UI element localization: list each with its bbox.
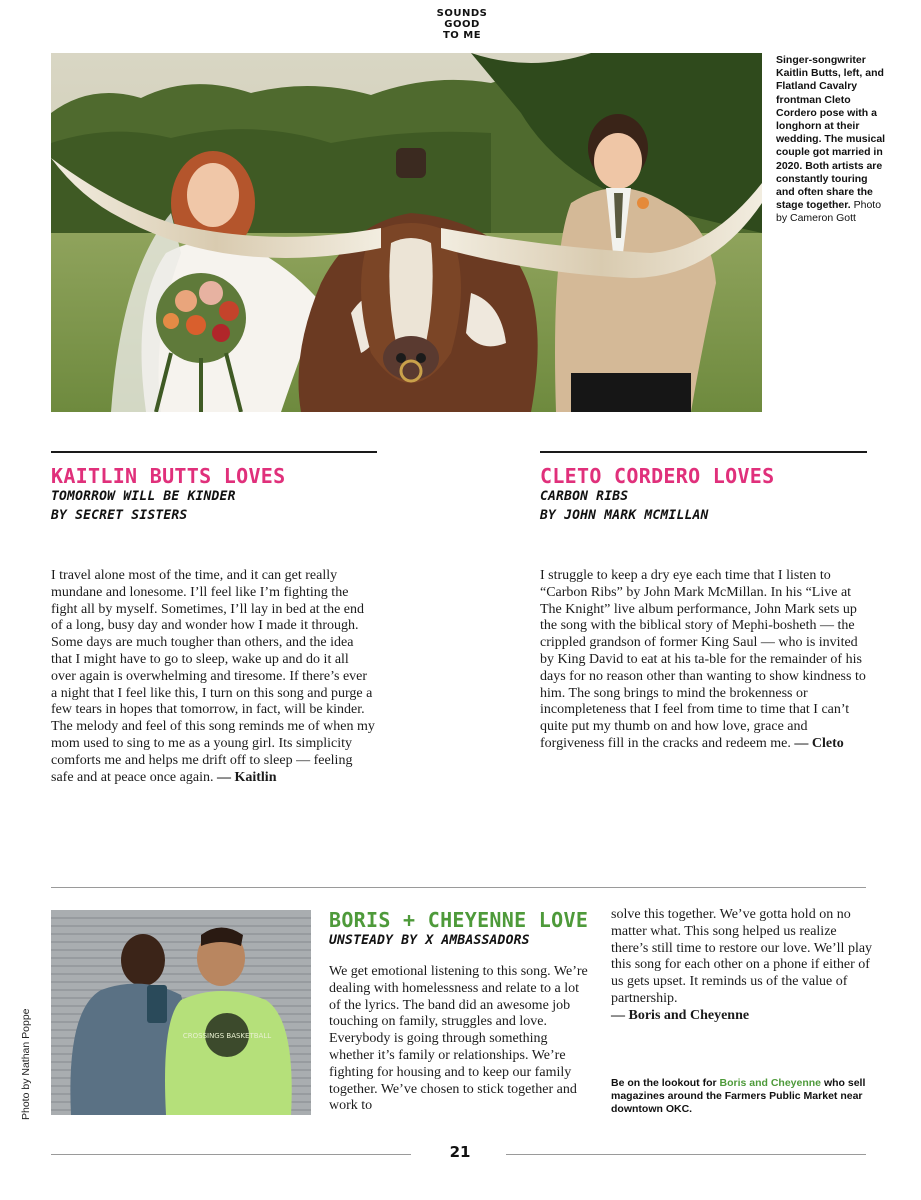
cleto-song-artist: BY JOHN MARK MCMILLAN (540, 508, 709, 523)
kaitlin-signature: — Kaitlin (216, 769, 277, 785)
kaitlin-heading: KAITLIN BUTTS LOVES (51, 464, 286, 488)
boris-cheyenne-photo (51, 910, 311, 1115)
boris-body-col2 (611, 907, 873, 1025)
cleto-body-text: I struggle to keep a dry eye each time that I listen to “Carbon Ribs” by John Mark McMillan. In his “Live at The Knight” live album performance, John Mark sets up the song with the biblical story of Mephi-bosheth — the crippled grandson of former King Saul — who is invited by King David to eat at his ta-ble for the remainder of his days for no reason other than wanting to show kindness to him. The song brings to mind the brokenness or incompleteness that I feel from time to time that I can’t quite put my thumb on and how love, grace and forgiveness fill in the cracks and redeem me. (540, 568, 866, 751)
kaitlin-song-artist: BY SECRET SISTERS (51, 508, 188, 523)
cleto-body (540, 568, 866, 753)
page-number: 21 (449, 1143, 471, 1161)
kaitlin-body (51, 568, 375, 786)
boris-heading: BORIS + CHEYENNE LOVE (329, 908, 589, 932)
footer-rule-left (51, 1154, 411, 1155)
boris-body-col1: We get emotional listening to this song. We’re dealing with homelessness and relate to a lot of the lyrics. The band did an awesome job touching on family, struggles and love. Everybody is going through something whether it’s family or relationships. We’re fighting for housing and to keep our family together. We’ve chosen to stick together and work to (329, 964, 588, 1114)
boris-body-col2-text: solve this together. We’ve gotta hold on no matter what. This song helped us realize there’s still time to restore our love. We’ll play this song for each other on a phone if either of us gets upset. It reminds us of the value of partnership. (611, 907, 873, 1006)
boris-photo-credit: Photo by Nathan Poppe (20, 1008, 32, 1120)
cleto-song-title: CARBON RIBS (540, 489, 629, 504)
cleto-signature: — Cleto (794, 735, 844, 751)
magazine-section-logo (436, 8, 488, 41)
shirt-logo: CROSSINGS BASKETBALL (182, 1032, 272, 1040)
footer-rule-right (506, 1154, 866, 1155)
note-suffix: who sell magazines around the Farmers Public Market near downtown OKC. (611, 1077, 866, 1115)
section-separator (51, 887, 866, 888)
logo-line-1: SOUNDS (436, 8, 488, 19)
logo-line-2: GOOD (444, 19, 480, 30)
photo-caption (776, 54, 886, 226)
divider-kaitlin (51, 451, 377, 453)
note-names: Boris and Cheyenne (719, 1077, 822, 1089)
kaitlin-song-title: TOMORROW WILL BE KINDER (51, 489, 236, 504)
logo-line-3: TO ME (442, 30, 482, 41)
caption-photo-credit: Photo by Cameron Gott (776, 199, 882, 225)
boris-signature: — Boris and Cheyenne (611, 1007, 750, 1023)
note-prefix: Be on the lookout for (611, 1077, 720, 1089)
lookout-note (611, 1077, 871, 1116)
kaitlin-body-text: I travel alone most of the time, and it can get really mundane and lonesome. I’ll feel like I’m fighting the fight all by myself. Sometimes, I’ll lay in bed at the end of a long, busy day and wonder how I made it through. Some days are much tougher than others, and the idea that I might have to go to sleep, wake up and do it all over again is overwhelming and tiresome. If there’s ever a night that I feel like this, I turn on this song and purge a few tears in hopes that tomorrow, in fact, will be kinder. The melody and feel of this song reminds me of when my mom used to sing to me as a young girl. Its simplicity comforts me and helps me drift off to sleep — feeling safe and at peace once again. (51, 568, 375, 785)
caption-text: Singer-songwriter Kaitlin Butts, left, and Flatland Cavalry frontman Cleto Cordero pose with a longhorn at their wedding. The musical couple got married in 2020. Both artists are constantly touring and often share the stage together. (776, 54, 886, 212)
boris-song: UNSTEADY BY X AMBASSADORS (329, 933, 530, 948)
wedding-longhorn-photo (51, 53, 762, 412)
divider-cleto (540, 451, 867, 453)
cleto-heading: CLETO CORDERO LOVES (540, 464, 775, 488)
